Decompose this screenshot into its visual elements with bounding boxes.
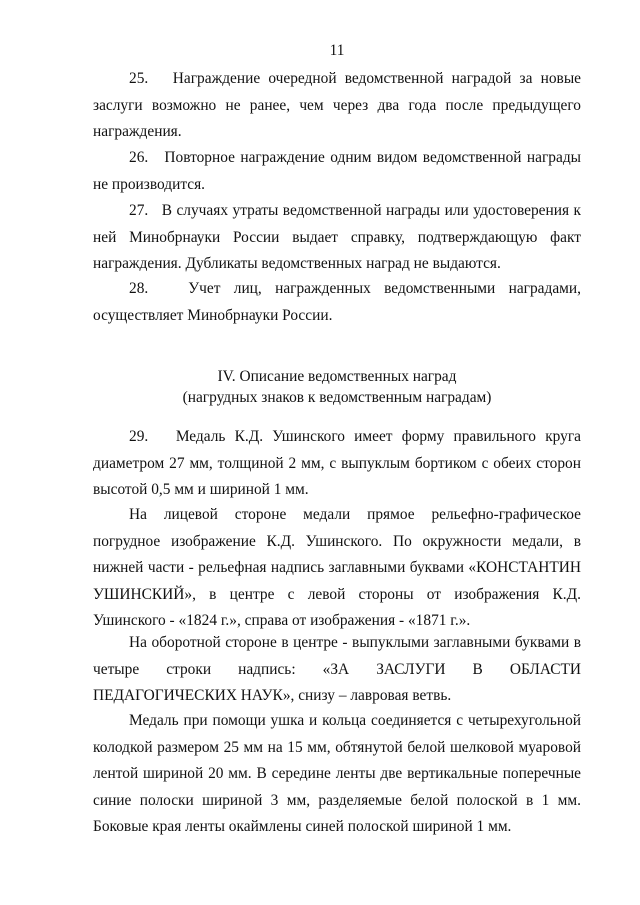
paragraph-26: 26. Повторное награждение одним видом ведомственной награды не производится.: [93, 149, 581, 193]
paragraph-27: 27. В случаях утраты ведомственной награды или удостоверения к ней Минобрнауки России выдает справку, подтверждающую факт награждения. Дубликаты ведомственных наград не выдаются.: [93, 202, 581, 272]
page-number: 11: [329, 42, 345, 59]
paragraph-29: 29. Медаль К.Д. Ушинского имеет форму правильного круга диаметром 27 мм, толщиной 2 мм, с выпуклым бортиком с обеих сторон высотой 0,5 мм и шириной 1 мм.: [93, 428, 581, 498]
paragraph-ribbon: Медаль при помощи ушка и кольца соединяется с четырехугольной колодкой размером 25 мм на 15 мм, обтянутой белой шелковой муаровой лентой шириной 20 мм. В середине ленты две вертикальные поперечные синие полоски шириной 3 мм, разделяемые белой полоской в 1 мм. Боковые края ленты окаймлены синей полоской шириной 1 мм.: [93, 712, 581, 835]
paragraph-25: 25. Награждение очередной ведомственной наградой за новые заслуги возможно не ранее, чем через два года после предыдущего награждения.: [93, 70, 581, 140]
section-title: [93, 366, 581, 408]
paragraph-obverse: На лицевой стороне медали прямое рельефно-графическое погрудное изображение К.Д. Ушинского. По окружности медали, в нижней части - рельефная надпись заглавными буквами «КОНСТАНТИН УШИНСКИЙ», в центре с левой стороны от изображения К.Д. Ушинского - «1824 г.», справа от изображения - «1871 г.».: [93, 506, 581, 629]
section-title-line1: IV. Описание ведомственных наград: [217, 368, 457, 385]
paragraph-28: 28. Учет лиц, награжденных ведомственными наградами, осуществляет Минобрнауки России.: [93, 280, 581, 324]
section-title-line2: (нагрудных знаков к ведомственным наградам): [182, 389, 492, 406]
paragraph-reverse: На оборотной стороне в центре - выпуклыми заглавными буквами в четыре строки надпись: «ЗА ЗАСЛУГИ В ОБЛАСТИ ПЕДАГОГИЧЕСКИХ НАУК», снизу – лавровая ветвь.: [93, 634, 581, 704]
